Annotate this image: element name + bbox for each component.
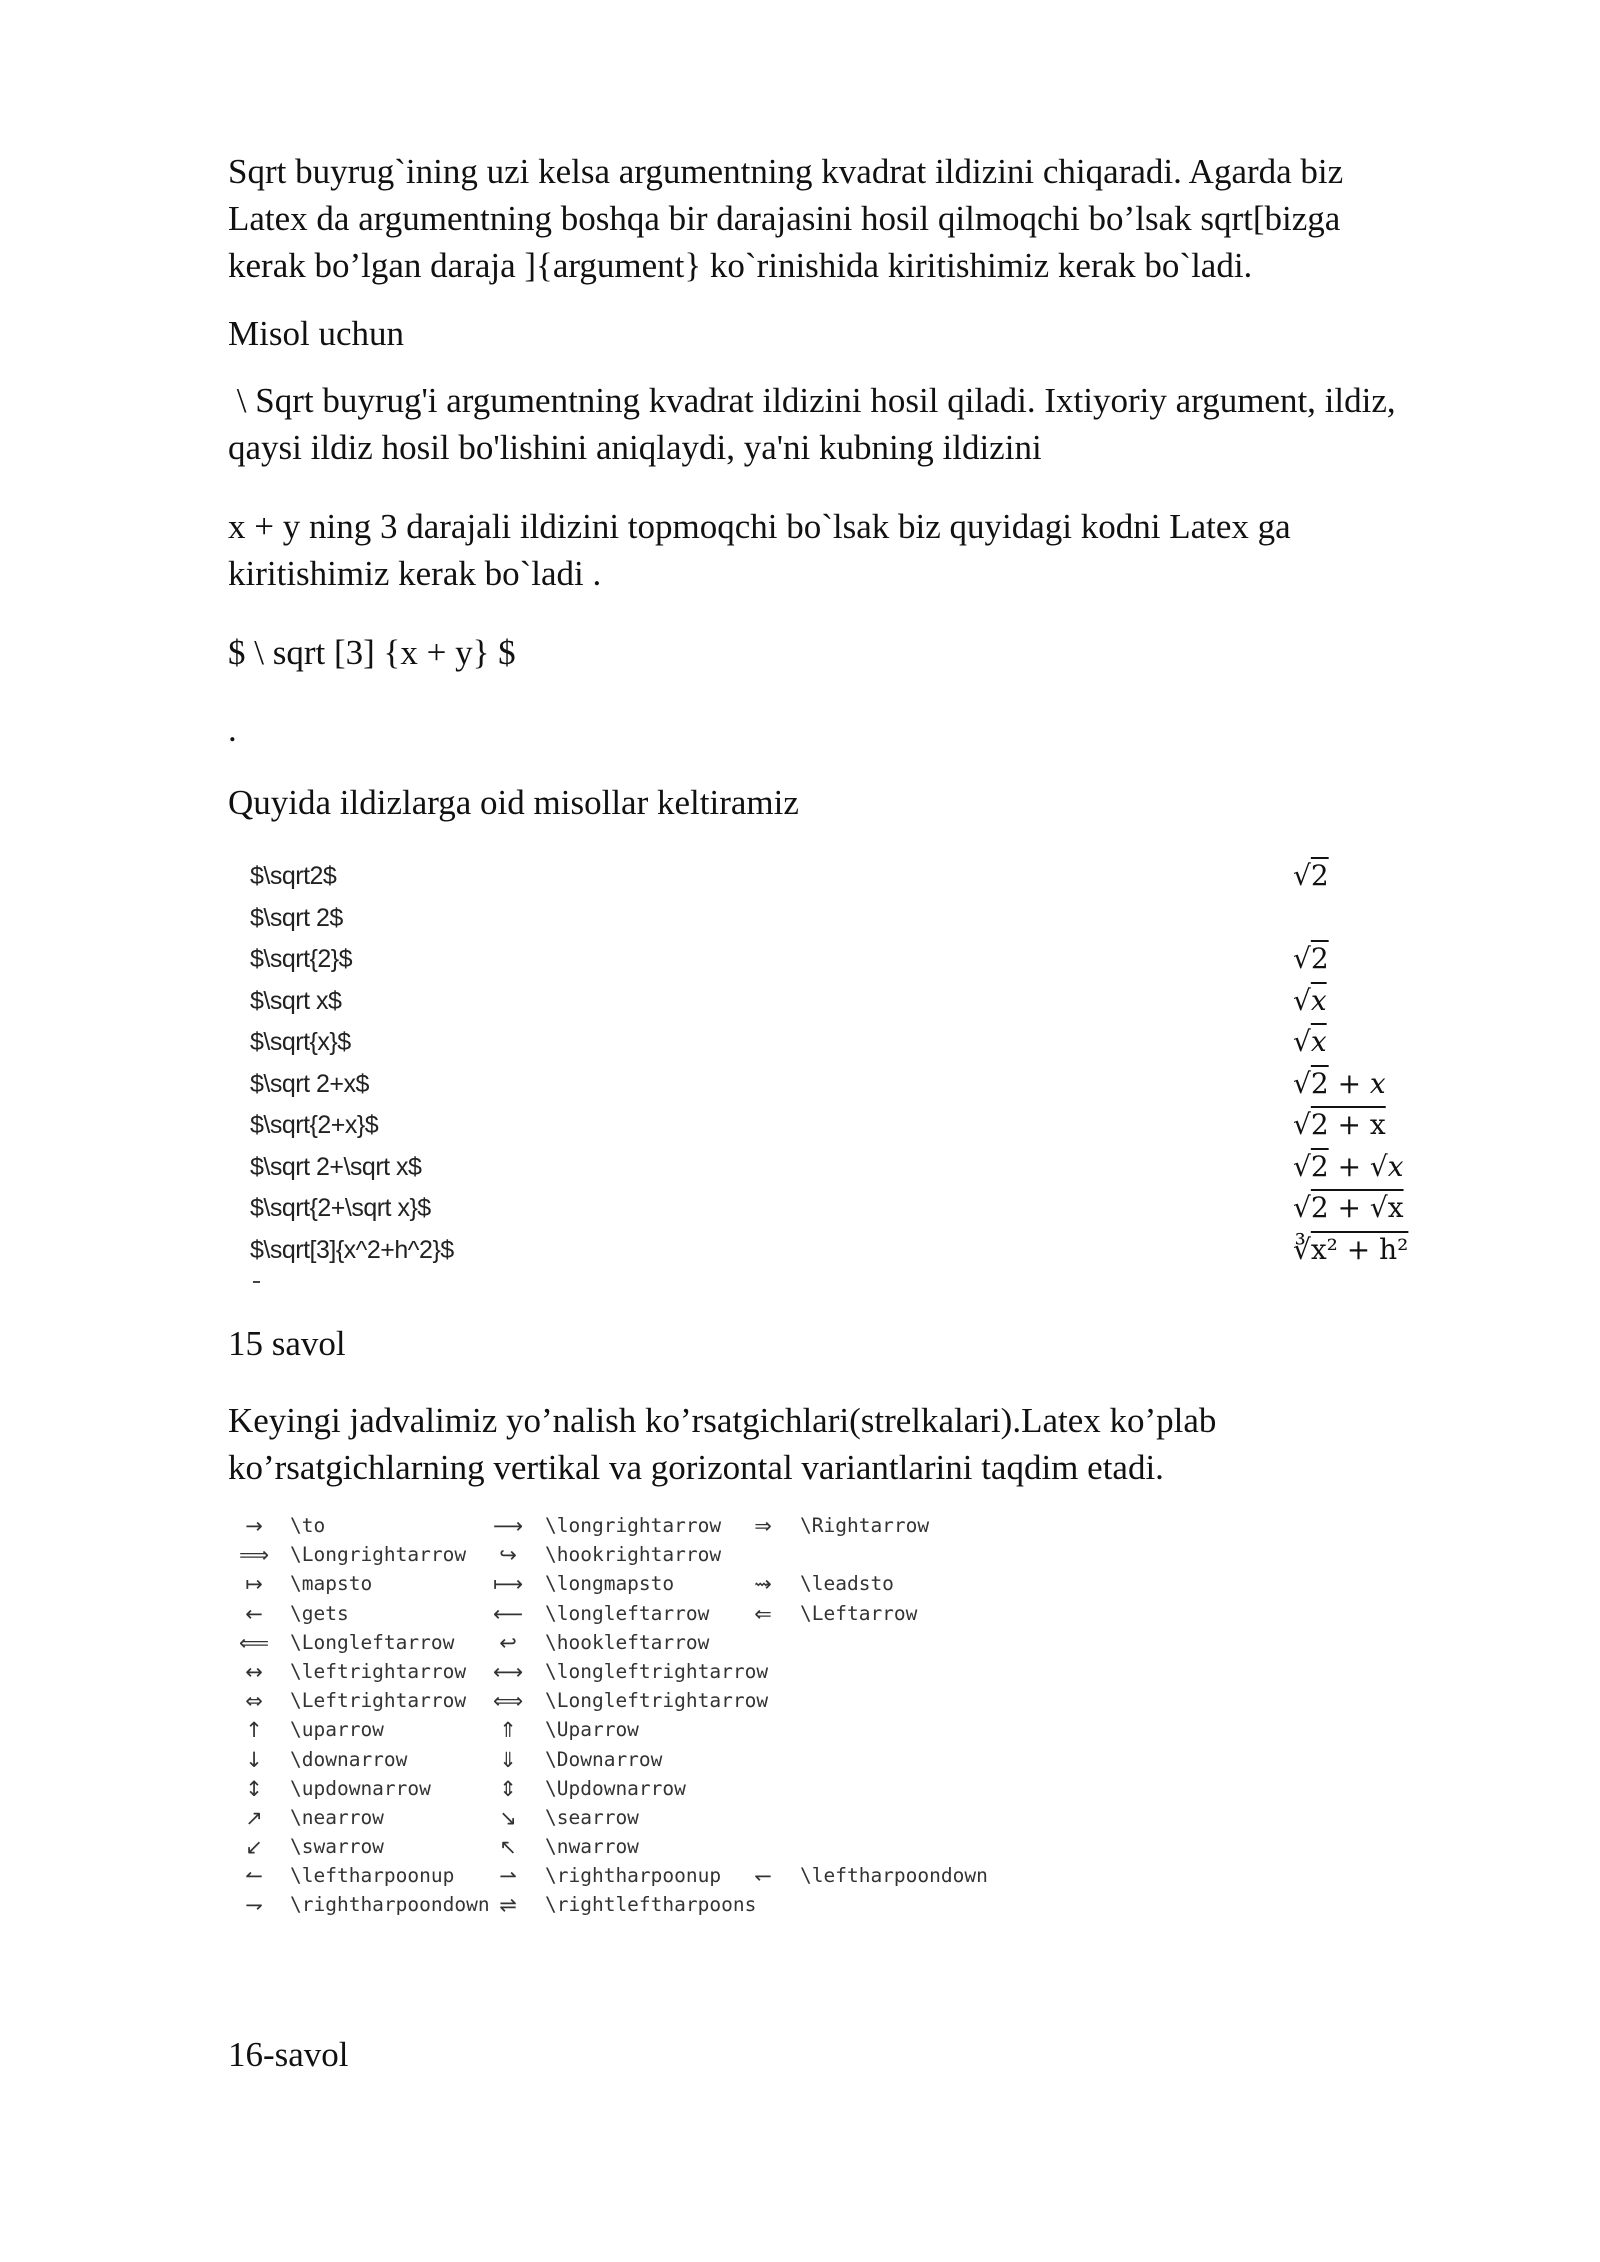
arrow-command: \Rightarrow: [800, 1514, 930, 1537]
root-example-row: [250, 1107, 1430, 1149]
arrow-command: \swarrow: [290, 1835, 384, 1859]
arrow-symbol: ↗: [245, 1805, 263, 1830]
arrow-symbol: ⇐: [754, 1601, 772, 1626]
example-label: Misol uchun: [228, 314, 404, 353]
arrow-command: \nearrow: [290, 1805, 384, 1829]
arrow-symbol: ⟷: [492, 1659, 524, 1684]
arrow-command: \updownarrow: [290, 1776, 431, 1800]
arrow-command: \Uparrow: [545, 1718, 639, 1742]
arrow-command: \leadsto: [800, 1572, 894, 1596]
root-example-row: [250, 1024, 1430, 1066]
root-rendered: √2 + x: [1293, 1108, 1386, 1141]
arrow-command: \gets: [290, 1601, 349, 1625]
arrow-symbol: ⇝: [754, 1572, 772, 1597]
dot-separator: .: [228, 710, 237, 749]
root-rendered: √x: [1293, 1025, 1327, 1058]
arrow-command: \Leftarrow: [800, 1601, 918, 1625]
root-rendered: ∛x² + h²: [1293, 1232, 1409, 1266]
root-rendered: √x: [1293, 983, 1327, 1017]
arrow-symbol: ⇓: [499, 1747, 517, 1772]
arrow-command: \hookrightarrow: [545, 1543, 722, 1567]
root-code: $\sqrt[3]{x^2+h^2}$: [250, 1235, 454, 1264]
arrow-command: \leftharpoonup: [290, 1864, 455, 1888]
question-15-heading: 15 savol: [228, 1324, 346, 1363]
arrow-symbol: ⟹: [238, 1543, 270, 1568]
cube-root-line: kiritishimiz kerak bo`ladi .: [228, 554, 602, 593]
sqrt-description: [228, 377, 1518, 471]
arrow-command: \searrow: [545, 1805, 639, 1829]
arrow-symbol: ⇑: [499, 1718, 517, 1743]
arrow-symbol: ⇁: [245, 1893, 263, 1918]
arrow-command: \rightleftharpoons: [545, 1893, 757, 1917]
root-rendered: √2: [1293, 859, 1329, 892]
arrow-command: \leftrightarrow: [290, 1659, 467, 1683]
arrow-command: \Longleftarrow: [290, 1630, 455, 1654]
root-example-row: [250, 1066, 1430, 1108]
root-rendered: √2: [1293, 942, 1329, 975]
arrow-symbol: ⇌: [499, 1893, 517, 1918]
code-example: $ \ sqrt [3] {x + y} $: [228, 633, 516, 672]
arrow-command: \Downarrow: [545, 1747, 663, 1771]
arrow-command: \nwarrow: [545, 1835, 639, 1859]
arrow-symbol: ⇕: [499, 1776, 517, 1801]
arrow-command: \longmapsto: [545, 1572, 675, 1596]
arrow-symbol: ↩: [499, 1630, 517, 1655]
root-example-row: [250, 941, 1430, 983]
arrow-command: \longrightarrow: [545, 1514, 722, 1537]
root-example-row: [250, 983, 1430, 1025]
intro-line: Sqrt buyrug`ining uzi kelsa argumentning kvadrat ildizini chiqaradi. Agarda biz: [228, 152, 1344, 191]
arrow-symbol: ↓: [245, 1747, 263, 1772]
intro-line: Latex da argumentning boshqa bir darajasini hosil qilmoqchi bo’lsak sqrt[bizga: [228, 199, 1341, 238]
arrow-symbol: ←: [245, 1601, 263, 1626]
arrow-symbol: ⟺: [492, 1689, 524, 1714]
arrow-symbol: ↑: [245, 1718, 263, 1743]
cube-root-paragraph: [228, 503, 1518, 597]
arrow-command: \hookleftarrow: [545, 1630, 710, 1654]
root-code: $\sqrt{2+x}$: [250, 1111, 379, 1139]
arrow-symbol: ↦: [245, 1572, 263, 1597]
arrow-symbol: ↼: [245, 1864, 263, 1889]
arrow-symbol: ↖: [499, 1835, 517, 1860]
arrow-command: \leftharpoondown: [800, 1864, 988, 1888]
arrow-symbol: →: [245, 1514, 263, 1538]
arrow-command: \Longrightarrow: [290, 1543, 467, 1567]
intro-line: kerak bo’lgan daraja ]{argument} ko`rinishida kiritishimiz kerak bo`ladi.: [228, 246, 1253, 285]
arrow-symbol: ⟸: [238, 1630, 270, 1655]
root-code: $\sqrt{2}$: [250, 945, 353, 973]
arrows-intro-line: Keyingi jadvalimiz yo’nalish ko’rsatgichlari(strelkalari).Latex ko’plab: [228, 1401, 1217, 1440]
question-16-heading: 16-savol: [228, 2035, 349, 2074]
arrow-symbol: ↕: [245, 1776, 263, 1801]
arrow-symbol: ⟼: [492, 1572, 524, 1597]
root-example-row: [250, 900, 1430, 942]
root-code: $\sqrt{x}$: [250, 1028, 351, 1056]
arrow-command: \longleftrightarrow: [545, 1659, 769, 1683]
root-rendered: √2 + √x: [1293, 1149, 1404, 1183]
root-example-row: [250, 858, 1430, 900]
arrow-symbol: ↽: [754, 1864, 772, 1889]
root-code: $\sqrt2$: [250, 862, 337, 890]
arrows-intro: [228, 1397, 1518, 1491]
arrow-command: \Longleftrightarrow: [545, 1689, 769, 1713]
cube-root-line: x + y ning 3 darajali ildizini topmoqchi bo`lsak biz quyidagi kodni Latex ga: [228, 507, 1291, 546]
root-code: $\sqrt{2+\sqrt x}$: [250, 1194, 431, 1222]
arrow-symbol: ↪: [499, 1543, 517, 1568]
arrow-symbol: ↔: [245, 1659, 263, 1684]
arrow-command: \mapsto: [290, 1572, 373, 1596]
arrow-command: \Updownarrow: [545, 1776, 686, 1800]
arrow-command: \to: [290, 1514, 326, 1537]
root-example-row: [250, 1232, 1430, 1274]
arrow-command: \uparrow: [290, 1718, 384, 1742]
arrow-command: \longleftarrow: [545, 1601, 710, 1625]
arrow-symbol: ⟵: [492, 1601, 524, 1626]
root-rendered: √2 + √x: [1293, 1191, 1404, 1224]
arrow-symbol: ↘: [499, 1805, 517, 1830]
arrow-command: \rightharpoondown: [290, 1893, 490, 1917]
arrow-command: \rightharpoonup: [545, 1864, 722, 1888]
arrow-symbol: ⇔: [245, 1689, 263, 1714]
arrow-symbol: ⇀: [499, 1864, 517, 1889]
arrow-command: \downarrow: [290, 1747, 408, 1771]
intro-paragraph: [228, 148, 1518, 289]
root-code: $\sqrt 2$: [250, 903, 343, 932]
root-example-row: [250, 1149, 1430, 1191]
root-code: $\sqrt 2+x$: [250, 1069, 369, 1098]
root-code: $\sqrt 2+\sqrt x$: [250, 1152, 422, 1181]
root-code: $\sqrt x$: [250, 986, 342, 1015]
arrows-intro-line: ko’rsatgichlarning vertikal va gorizontal variantlarini taqdim etadi.: [228, 1448, 1164, 1487]
root-example-row: [250, 1190, 1430, 1232]
stray-mark: [253, 1281, 260, 1283]
root-rendered: √2 + x: [1293, 1066, 1386, 1100]
examples-intro: Quyida ildizlarga oid misollar keltiramiz: [228, 783, 799, 822]
root-examples-table: [250, 858, 1430, 1273]
arrow-command: \Leftrightarrow: [290, 1689, 467, 1713]
arrow-symbol: ↙: [245, 1835, 263, 1860]
arrow-symbol: ⇒: [754, 1514, 772, 1538]
arrow-symbol: ⟶: [492, 1514, 524, 1538]
sqrt-description-line: \ Sqrt buyrug'i argumentning kvadrat ildizini hosil qiladi. Ixtiyoriy argument, ildiz,: [228, 381, 1396, 420]
sqrt-description-line: qaysi ildiz hosil bo'lishini aniqlaydi, ya'ni kubning ildizini: [228, 428, 1042, 467]
